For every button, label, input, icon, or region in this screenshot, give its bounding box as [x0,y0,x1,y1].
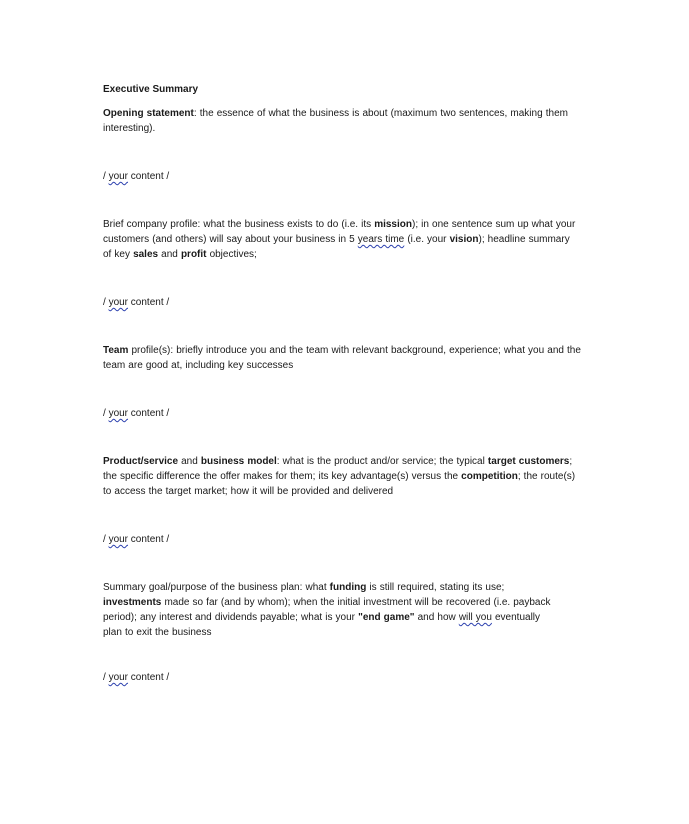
content-placeholder [103,532,598,547]
opening-statement-text: : the essence of what the business is about (maximum two sentences, making them interesting). [103,108,568,134]
product-text: : what is the product and/or service; the typical [276,456,488,467]
summary-goal-paragraph [103,580,558,640]
business-model-label: business model [200,456,277,467]
company-profile-text: ); in one sentence sum up what your customers (and others) will say about your business in 5 [103,219,576,245]
content-placeholder [103,406,598,421]
section-heading: Executive Summary [103,84,199,95]
spellcheck-word: your [108,534,129,545]
goal-text: and how [414,612,459,623]
content-placeholder [103,295,598,310]
company-profile-paragraph [103,217,581,262]
opening-statement-label: Opening statement [103,108,194,119]
mission-keyword: mission [374,219,412,230]
spellcheck-phrase: will you [458,612,492,623]
placeholder-prefix: / [103,408,109,419]
target-customers-keyword: target customers [487,456,570,467]
team-profile-text: profile(s): briefly introduce you and the team with relevant background, experience; what you and the team are good at, including key successes [103,345,581,371]
company-profile-text: objectives; [206,249,257,260]
goal-text: Summary goal/purpose of the business plan: what [103,582,330,593]
document-body [103,82,598,685]
profit-keyword: profit [180,249,207,260]
placeholder-suffix: content / [128,672,170,683]
goal-text: is still required, stating its use; [366,582,505,593]
product-service-label: Product/service [103,456,179,467]
product-service-paragraph [103,454,585,499]
product-text: and [178,456,201,467]
investments-keyword: investments [103,597,162,608]
placeholder-prefix: / [103,297,109,308]
spellcheck-word: your [108,408,129,419]
content-placeholder [103,670,598,685]
end-game-keyword: "end game" [358,612,415,623]
spellcheck-word: your [108,171,129,182]
company-profile-text: Brief company profile: what the business exists to do (i.e. its [103,219,375,230]
product-text: ; the specific difference the offer makes for them; its key advantage(s) versus the [103,456,573,482]
spellcheck-phrase: years time [357,234,405,245]
goal-text: made so far (and by whom); when the initial investment will be recovered (i.e. payback period); any interest and dividends payable; what is your [103,597,551,623]
company-profile-text: ); headline summary of key [103,234,570,260]
placeholder-prefix: / [103,672,109,683]
goal-text: eventually plan to exit the business [103,612,541,638]
team-label: Team [103,345,129,356]
team-profile-paragraph [103,343,595,373]
product-text: ; the route(s) to access the target market; how it will be provided and delivered [103,471,576,497]
company-profile-text: and [158,249,181,260]
placeholder-suffix: content / [128,171,170,182]
spellcheck-word: your [108,672,129,683]
placeholder-suffix: content / [128,534,170,545]
spellcheck-word: your [108,297,129,308]
sales-keyword: sales [133,249,159,260]
content-placeholder [103,169,598,184]
opening-statement-paragraph [103,106,593,136]
vision-keyword: vision [449,234,479,245]
placeholder-suffix: content / [128,297,170,308]
placeholder-suffix: content / [128,408,170,419]
competition-keyword: competition [461,471,518,482]
placeholder-prefix: / [103,171,109,182]
placeholder-prefix: / [103,534,109,545]
company-profile-text: (i.e. your [404,234,450,245]
funding-keyword: funding [329,582,367,593]
